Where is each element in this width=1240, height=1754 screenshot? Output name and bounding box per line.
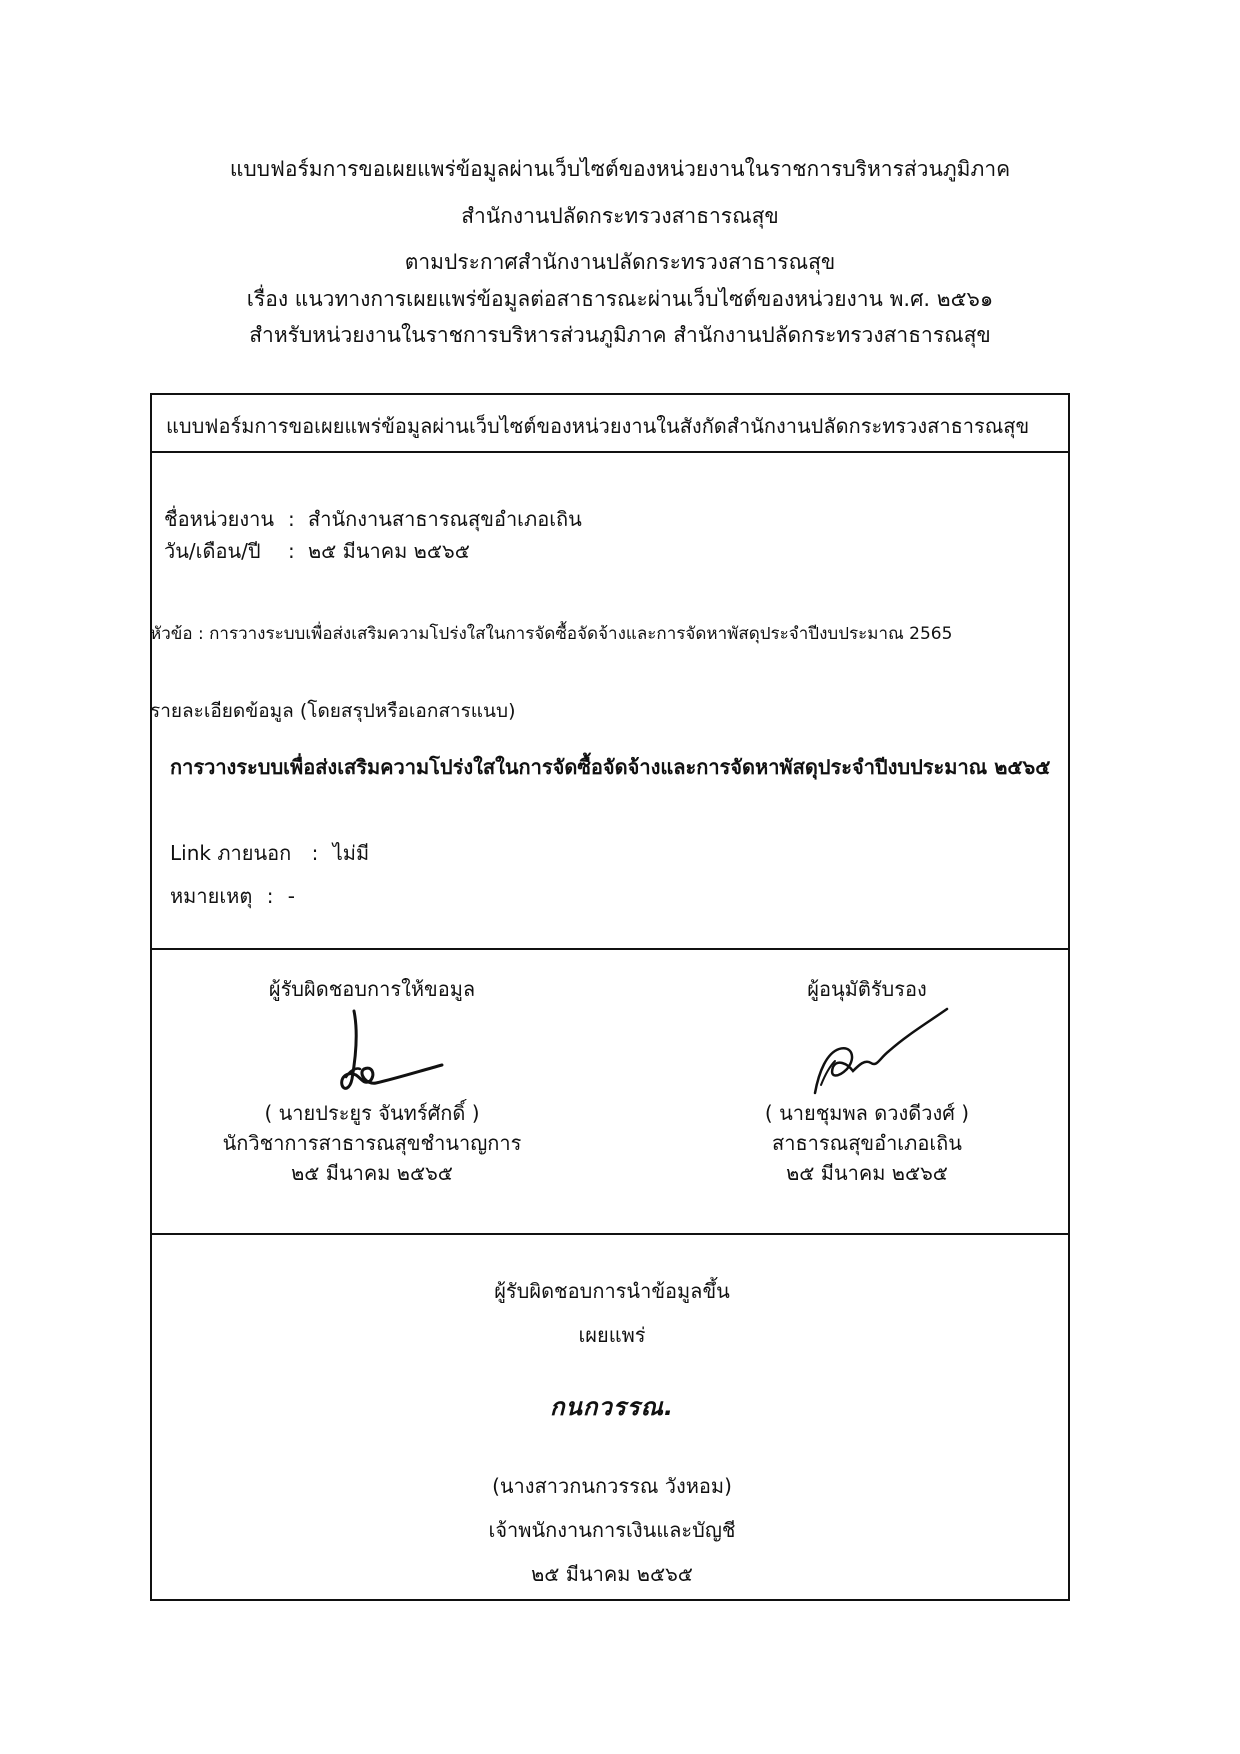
colon: : [266,884,274,908]
detail-label: รายละเอียดข้อมูล (โดยสรุปหรือเอกสารแนบ) [150,700,516,722]
publisher-role-line-2: เผยแพร่ [578,1323,646,1347]
publisher-signature-block [352,1275,872,1590]
form-box [150,393,1070,1601]
colon: : [288,539,295,563]
form-title: แบบฟอร์มการขอเผยแพร่ข้อมูลผ่านเว็บไซต์ของหน่วยงานในสังกัดสำนักงานปลัดกระทรวงสาธารณสุข [166,414,1030,438]
publisher-name: (นางสาวกนกวรรณ วังหอม) [492,1474,732,1498]
topic-line: หัวข้อ : การวางระบบเพื่อส่งเสริมความโปร่งใสในการจัดซื้อจัดจ้างและการจัดหาพัสดุประจำปีงบประมาณ 2565 [150,624,953,644]
agency-value: สำนักงานสาธารณสุขอำเภอเถิน [308,507,582,531]
provider-role: ผู้รับผิดชอบการให้ขอมูล [268,977,476,1001]
note-row [170,880,295,912]
provider-signature-block [172,977,572,1185]
detail-title: การวางระบบเพื่อส่งเสริมความโปร่งใสในการจัดซื้อจัดจ้างและการจัดหาพัสดุประจำปีงบประมาณ ๒๕๖๕ [170,755,1051,779]
publisher-position: เจ้าพนักงานการเงินและบัญชี [488,1518,736,1542]
link-row [170,837,369,869]
publisher-signature: กนกวรรณ. [549,1393,675,1421]
header-line-1: แบบฟอร์มการขอเผยแพร่ข้อมูลผ่านเว็บไซต์ของหน่วยงานในราชการบริหารส่วนภูมิภาค [229,157,1011,181]
divider [152,451,1068,453]
approver-date: ๒๕ มีนาคม ๒๕๖๕ [786,1161,948,1185]
header-line-5: สำหรับหน่วยงานในราชการบริหารส่วนภูมิภาค สำนักงานปลัดกระทรวงสาธารณสุข [249,323,991,347]
publisher-date: ๒๕ มีนาคม ๒๕๖๕ [531,1562,693,1586]
header-line-2: สำนักงานปลัดกระทรวงสาธารณสุข [461,204,779,228]
provider-name: ( นายประยูร จันทร์ศักดิ์ ) [264,1101,480,1125]
colon: : [288,507,295,531]
divider [152,948,1068,950]
header-line-3: ตามประกาศสำนักงานปลัดกระทรวงสาธารณสุข [404,250,836,274]
approver-name: ( นายชุมพล ดวงดีวงศ์ ) [764,1101,970,1125]
provider-signature-image [272,1001,472,1101]
divider [152,1233,1068,1235]
date-row [164,535,470,567]
agency-row [164,503,582,535]
approver-role: ผู้อนุมัติรับรอง [807,977,927,1001]
approver-signature-image [767,1001,967,1101]
colon: : [311,841,319,865]
agency-label: ชื่อหน่วยงาน [164,507,275,531]
date-value: ๒๕ มีนาคม ๒๕๖๕ [308,539,470,563]
link-label: Link ภายนอก [170,841,292,865]
approver-position: สาธารณสุขอำเภอเถิน [772,1131,962,1155]
note-value: - [287,884,296,908]
provider-date: ๒๕ มีนาคม ๒๕๖๕ [291,1161,453,1185]
publisher-role-line-1: ผู้รับผิดชอบการนำข้อมูลขึ้น [494,1279,730,1303]
provider-position: นักวิชาการสาธารณสุขชำนาญการ [222,1131,522,1155]
link-value: ไม่มี [332,841,370,865]
date-label: วัน/เดือน/ปี [164,539,261,563]
note-label: หมายเหตุ [170,884,253,908]
approver-signature-block [702,977,1032,1185]
header-line-4: เรื่อง แนวทางการเผยแพร่ข้อมูลต่อสาธารณะผ่านเว็บไซต์ของหน่วยงาน พ.ศ. ๒๕๖๑ [246,287,994,311]
